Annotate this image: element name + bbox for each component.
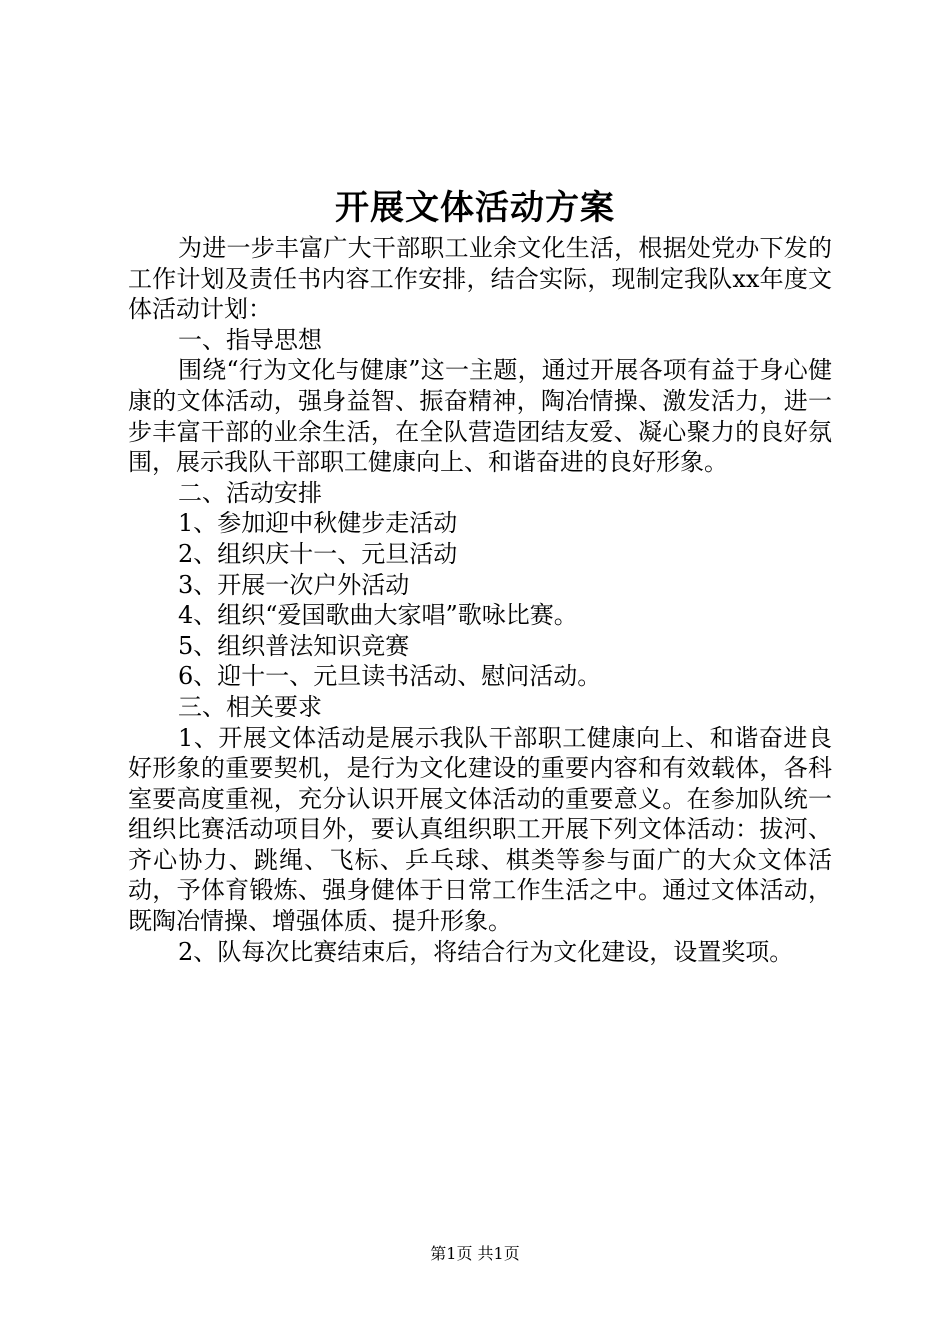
intro-paragraph: 为进一步丰富广大干部职工业余文化生活，根据处党办下发的工作计划及责任书内容工作安排，结合实际，现制定我队xx年度文体活动计划： <box>128 234 832 324</box>
requirement-paragraph-1: 1、开展文体活动是展示我队干部职工健康向上、和谐奋进良好形象的重要契机，是行为文化建设的重要内容和有效载体，各科室要高度重视，充分认识开展文体活动的重要意义。在参加队统一组织比赛活动项目外，要认真组织职工开展下列文体活动：拔河、齐心协力、跳绳、飞标、乒乓球、棋类等参与面广的大众文体活动，予体育锻炼、强身健体于日常工作生活之中。通过文体活动，既陶冶情操、增强体质、提升形象。 <box>128 723 832 936</box>
guiding-principle-paragraph: 围绕“行为文化与健康”这一主题，通过开展各项有益于身心健康的文体活动，强身益智、振奋精神，陶冶情操、激发活力，进一步丰富干部的业余生活，在全队营造团结友爱、凝心聚力的良好氛围，展示我队干部职工健康向上、和谐奋进的良好形象。 <box>128 356 832 477</box>
section-heading-activity-arrangement: 二、活动安排 <box>178 478 322 507</box>
activity-item-2: 2、组织庆十一、元旦活动 <box>178 539 458 568</box>
activity-item-4: 4、组织“爱国歌曲大家唱”歌咏比赛。 <box>178 601 578 630</box>
page-number-footer: 第1页 共1页 <box>430 1244 520 1263</box>
activity-item-3: 3、开展一次户外活动 <box>178 570 410 599</box>
document-body <box>128 233 832 967</box>
section-heading-guiding-principle: 一、指导思想 <box>178 325 322 354</box>
activity-item-1: 1、参加迎中秋健步走活动 <box>178 509 458 538</box>
activity-item-5: 5、组织普法知识竞赛 <box>178 631 410 660</box>
document-title: 开展文体活动方案 <box>335 188 615 228</box>
requirement-paragraph-2: 2、队每次比赛结束后，将结合行为文化建设，设置奖项。 <box>178 937 794 966</box>
activity-item-6: 6、迎十一、元旦读书活动、慰问活动。 <box>178 662 602 691</box>
section-heading-requirements: 三、相关要求 <box>178 692 322 721</box>
